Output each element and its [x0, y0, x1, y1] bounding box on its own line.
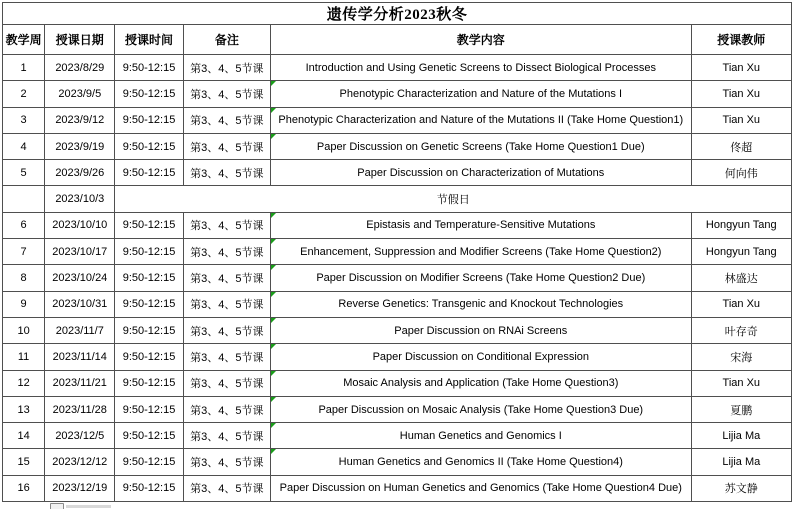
teacher-cell[interactable]: 宋海: [691, 344, 791, 370]
table-row: [3, 212, 792, 238]
time-cell[interactable]: 9:50-12:15: [115, 475, 183, 501]
week-cell[interactable]: 9: [3, 291, 45, 317]
column-header-date[interactable]: 授课日期: [45, 25, 115, 55]
cell-flag-triangle-icon: [271, 81, 276, 86]
table-row: [3, 160, 792, 186]
teacher-cell[interactable]: 叶存奇: [691, 317, 791, 343]
date-cell[interactable]: 2023/9/26: [45, 160, 115, 186]
teacher-cell[interactable]: 林盛达: [691, 265, 791, 291]
week-cell[interactable]: 1: [3, 55, 45, 81]
time-cell[interactable]: 9:50-12:15: [115, 55, 183, 81]
date-cell[interactable]: 2023/12/5: [45, 423, 115, 449]
content-cell[interactable]: Reverse Genetics: Transgenic and Knockout Technologies: [271, 291, 692, 317]
teacher-cell[interactable]: Tian Xu: [691, 55, 791, 81]
content-cell[interactable]: Epistasis and Temperature-Sensitive Mutations: [271, 212, 692, 238]
date-cell[interactable]: 2023/11/21: [45, 370, 115, 396]
cell-flag-triangle-icon: [271, 265, 276, 270]
note-cell[interactable]: 第3、4、5节课: [183, 239, 270, 265]
time-cell[interactable]: 9:50-12:15: [115, 344, 183, 370]
content-cell[interactable]: Paper Discussion on Mosaic Analysis (Take Home Question3 Due): [271, 396, 692, 422]
note-cell[interactable]: 第3、4、5节课: [183, 212, 270, 238]
time-cell[interactable]: 9:50-12:15: [115, 239, 183, 265]
table-row: [3, 265, 792, 291]
table-row: [3, 475, 792, 501]
time-cell[interactable]: 9:50-12:15: [115, 291, 183, 317]
week-cell[interactable]: 15: [3, 449, 45, 475]
note-cell[interactable]: 第3、4、5节课: [183, 291, 270, 317]
week-cell[interactable]: 7: [3, 239, 45, 265]
week-cell[interactable]: 13: [3, 396, 45, 422]
cell-flag-triangle-icon: [271, 213, 276, 218]
note-cell[interactable]: 第3、4、5节课: [183, 396, 270, 422]
content-cell[interactable]: Phenotypic Characterization and Nature of the Mutations II (Take Home Question1): [271, 107, 692, 133]
note-cell[interactable]: 第3、4、5节课: [183, 55, 270, 81]
note-cell[interactable]: 第3、4、5节课: [183, 160, 270, 186]
teacher-cell[interactable]: 佟超: [691, 133, 791, 159]
time-cell[interactable]: 9:50-12:15: [115, 265, 183, 291]
table-row: [3, 423, 792, 449]
table-row: [3, 239, 792, 265]
holiday-cell[interactable]: 节假日: [115, 186, 792, 212]
cell-flag-triangle-icon: [271, 397, 276, 402]
note-cell[interactable]: 第3、4、5节课: [183, 423, 270, 449]
time-cell[interactable]: 9:50-12:15: [115, 107, 183, 133]
table-row: [3, 449, 792, 475]
content-cell[interactable]: Human Genetics and Genomics I: [271, 423, 692, 449]
time-cell[interactable]: 9:50-12:15: [115, 133, 183, 159]
teacher-cell[interactable]: Tian Xu: [691, 291, 791, 317]
cell-flag-triangle-icon: [271, 318, 276, 323]
note-cell[interactable]: 第3、4、5节课: [183, 317, 270, 343]
table-row: [3, 370, 792, 396]
week-cell[interactable]: 4: [3, 133, 45, 159]
note-cell[interactable]: 第3、4、5节课: [183, 81, 270, 107]
table-row: [3, 55, 792, 81]
date-cell[interactable]: 2023/11/7: [45, 317, 115, 343]
content-cell[interactable]: Enhancement, Suppression and Modifier Screens (Take Home Question2): [271, 239, 692, 265]
cell-flag-triangle-icon: [271, 134, 276, 139]
cell-flag-triangle-icon: [271, 449, 276, 454]
holiday-row: [3, 186, 792, 212]
cell-flag-triangle-icon: [271, 423, 276, 428]
teacher-cell[interactable]: 何向伟: [691, 160, 791, 186]
date-cell[interactable]: 2023/12/19: [45, 475, 115, 501]
note-cell[interactable]: 第3、4、5节课: [183, 370, 270, 396]
page-title: 遗传学分析2023秋冬: [3, 3, 792, 25]
content-cell[interactable]: Mosaic Analysis and Application (Take Home Question3): [271, 370, 692, 396]
week-cell[interactable]: 14: [3, 423, 45, 449]
teacher-cell[interactable]: Tian Xu: [691, 107, 791, 133]
content-cell[interactable]: Paper Discussion on Human Genetics and Genomics (Take Home Question4 Due): [271, 475, 692, 501]
content-cell[interactable]: Paper Discussion on RNAi Screens: [271, 317, 692, 343]
date-cell[interactable]: 2023/10/17: [45, 239, 115, 265]
column-header-time[interactable]: 授课时间: [115, 25, 183, 55]
date-cell[interactable]: 2023/11/28: [45, 396, 115, 422]
autofill-options-icon[interactable]: [50, 503, 64, 509]
teacher-cell[interactable]: 苏文静: [691, 475, 791, 501]
column-header-content[interactable]: 教学内容: [271, 25, 692, 55]
note-cell[interactable]: 第3、4、5节课: [183, 133, 270, 159]
time-cell[interactable]: 9:50-12:15: [115, 160, 183, 186]
teacher-cell[interactable]: 夏鹏: [691, 396, 791, 422]
content-cell[interactable]: Paper Discussion on Characterization of Mutations: [271, 160, 692, 186]
week-cell[interactable]: 6: [3, 212, 45, 238]
table-title-row: [3, 3, 792, 25]
time-cell[interactable]: 9:50-12:15: [115, 212, 183, 238]
date-cell[interactable]: 2023/10/3: [45, 186, 115, 212]
teacher-cell[interactable]: Hongyun Tang: [691, 239, 791, 265]
date-cell[interactable]: 2023/10/10: [45, 212, 115, 238]
table-row: [3, 107, 792, 133]
table-row: [3, 396, 792, 422]
content-cell[interactable]: Paper Discussion on Genetic Screens (Take Home Question1 Due): [271, 133, 692, 159]
teacher-cell[interactable]: Tian Xu: [691, 81, 791, 107]
date-cell[interactable]: 2023/12/12: [45, 449, 115, 475]
note-cell[interactable]: 第3、4、5节课: [183, 265, 270, 291]
teacher-cell[interactable]: Tian Xu: [691, 370, 791, 396]
date-cell[interactable]: 2023/9/5: [45, 81, 115, 107]
cell-flag-triangle-icon: [271, 344, 276, 349]
teacher-cell[interactable]: Lijia Ma: [691, 423, 791, 449]
cell-flag-triangle-icon: [271, 239, 276, 244]
week-cell[interactable]: 10: [3, 317, 45, 343]
cell-flag-triangle-icon: [271, 292, 276, 297]
week-cell[interactable]: 3: [3, 107, 45, 133]
time-cell[interactable]: 9:50-12:15: [115, 317, 183, 343]
week-cell[interactable]: [3, 186, 45, 212]
week-cell[interactable]: 11: [3, 344, 45, 370]
content-cell[interactable]: Paper Discussion on Conditional Expression: [271, 344, 692, 370]
date-cell[interactable]: 2023/10/24: [45, 265, 115, 291]
table-row: [3, 133, 792, 159]
table-row: [3, 81, 792, 107]
course-schedule-table: [2, 2, 792, 502]
date-cell[interactable]: 2023/11/14: [45, 344, 115, 370]
date-cell[interactable]: 2023/9/19: [45, 133, 115, 159]
week-cell[interactable]: 2: [3, 81, 45, 107]
note-cell[interactable]: 第3、4、5节课: [183, 344, 270, 370]
table-row: [3, 317, 792, 343]
time-cell[interactable]: 9:50-12:15: [115, 423, 183, 449]
note-cell[interactable]: 第3、4、5节课: [183, 107, 270, 133]
week-cell[interactable]: 5: [3, 160, 45, 186]
content-cell[interactable]: Introduction and Using Genetic Screens to Dissect Biological Processes: [271, 55, 692, 81]
week-cell[interactable]: 16: [3, 475, 45, 501]
table-row: [3, 344, 792, 370]
date-cell[interactable]: 2023/10/31: [45, 291, 115, 317]
cell-flag-triangle-icon: [271, 108, 276, 113]
time-cell[interactable]: 9:50-12:15: [115, 81, 183, 107]
table-row: [3, 291, 792, 317]
column-header-teacher[interactable]: 授课教师: [691, 25, 791, 55]
note-cell[interactable]: 第3、4、5节课: [183, 449, 270, 475]
content-cell[interactable]: Human Genetics and Genomics II (Take Home Question4): [271, 449, 692, 475]
column-header-week[interactable]: 教学周: [3, 25, 45, 55]
teacher-cell[interactable]: Hongyun Tang: [691, 212, 791, 238]
week-cell[interactable]: 8: [3, 265, 45, 291]
table-header-row: [3, 25, 792, 55]
date-cell[interactable]: 2023/9/12: [45, 107, 115, 133]
column-header-note[interactable]: 备注: [183, 25, 270, 55]
week-cell[interactable]: 12: [3, 370, 45, 396]
date-cell[interactable]: 2023/8/29: [45, 55, 115, 81]
content-cell[interactable]: Paper Discussion on Modifier Screens (Take Home Question2 Due): [271, 265, 692, 291]
time-cell[interactable]: 9:50-12:15: [115, 370, 183, 396]
cell-flag-triangle-icon: [271, 371, 276, 376]
time-cell[interactable]: 9:50-12:15: [115, 449, 183, 475]
teacher-cell[interactable]: Lijia Ma: [691, 449, 791, 475]
note-cell[interactable]: 第3、4、5节课: [183, 475, 270, 501]
content-cell[interactable]: Phenotypic Characterization and Nature of the Mutations I: [271, 81, 692, 107]
time-cell[interactable]: 9:50-12:15: [115, 396, 183, 422]
autofill-options-shadow: [66, 505, 111, 508]
